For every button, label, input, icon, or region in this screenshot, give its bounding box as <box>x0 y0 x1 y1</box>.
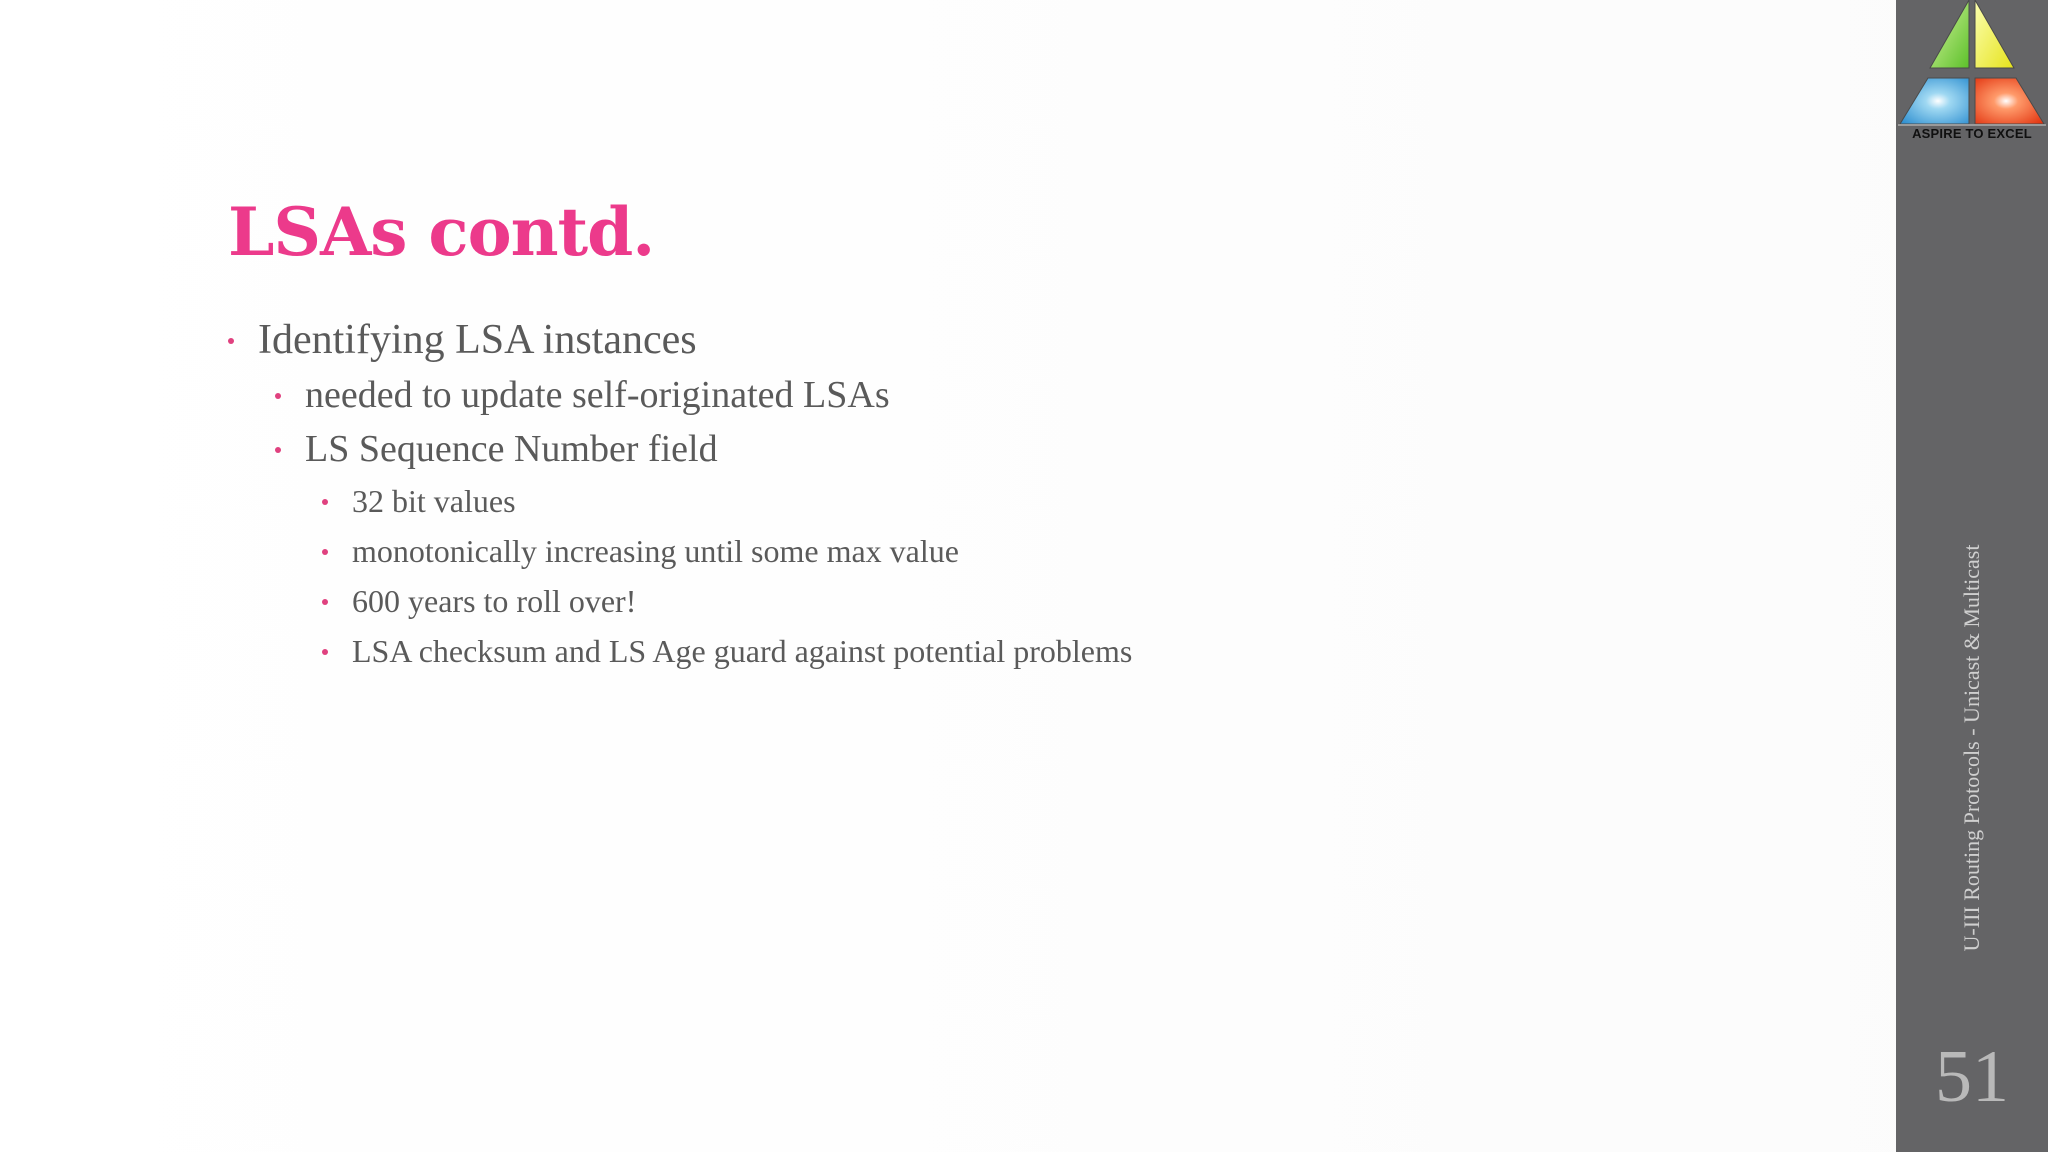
bullet-item <box>275 422 1828 476</box>
bullet-dot-icon <box>228 338 234 344</box>
bullet-item <box>228 312 1828 368</box>
bullet-item <box>322 476 1828 526</box>
bullet-item <box>275 368 1828 422</box>
bullet-item <box>322 626 1828 676</box>
bullet-text: needed to update self-originated LSAs <box>305 374 890 416</box>
slide-number: 51 <box>1935 1036 2009 1118</box>
bullet-dot-icon <box>322 599 328 605</box>
bullet-item <box>322 526 1828 576</box>
bullet-dot-icon <box>322 549 328 555</box>
slide-title: LSAs contd. <box>228 193 655 271</box>
logo-text: ASPIRE TO EXCEL <box>1912 126 2032 141</box>
bullet-dot-icon <box>275 393 281 399</box>
bullet-text: monotonically increasing until some max value <box>352 533 959 569</box>
bullet-list <box>228 312 1828 676</box>
course-footer-text: U-III Routing Protocols - Unicast & Multicast <box>1959 544 1984 952</box>
right-sidebar <box>1896 0 2048 1152</box>
bullet-dot-icon <box>322 499 328 505</box>
bullet-text: 32 bit values <box>352 483 516 519</box>
bullet-item <box>322 576 1828 626</box>
pyramid-logo-icon <box>1896 0 2048 126</box>
bullet-text: LSA checksum and LS Age guard against potential problems <box>352 633 1133 669</box>
bullet-text: LS Sequence Number field <box>305 428 718 470</box>
bullet-text: 600 years to roll over! <box>352 583 637 619</box>
bullet-dot-icon <box>322 649 328 655</box>
bullet-dot-icon <box>275 447 281 453</box>
bullet-text: Identifying LSA instances <box>258 317 697 363</box>
logo <box>1896 0 2048 150</box>
